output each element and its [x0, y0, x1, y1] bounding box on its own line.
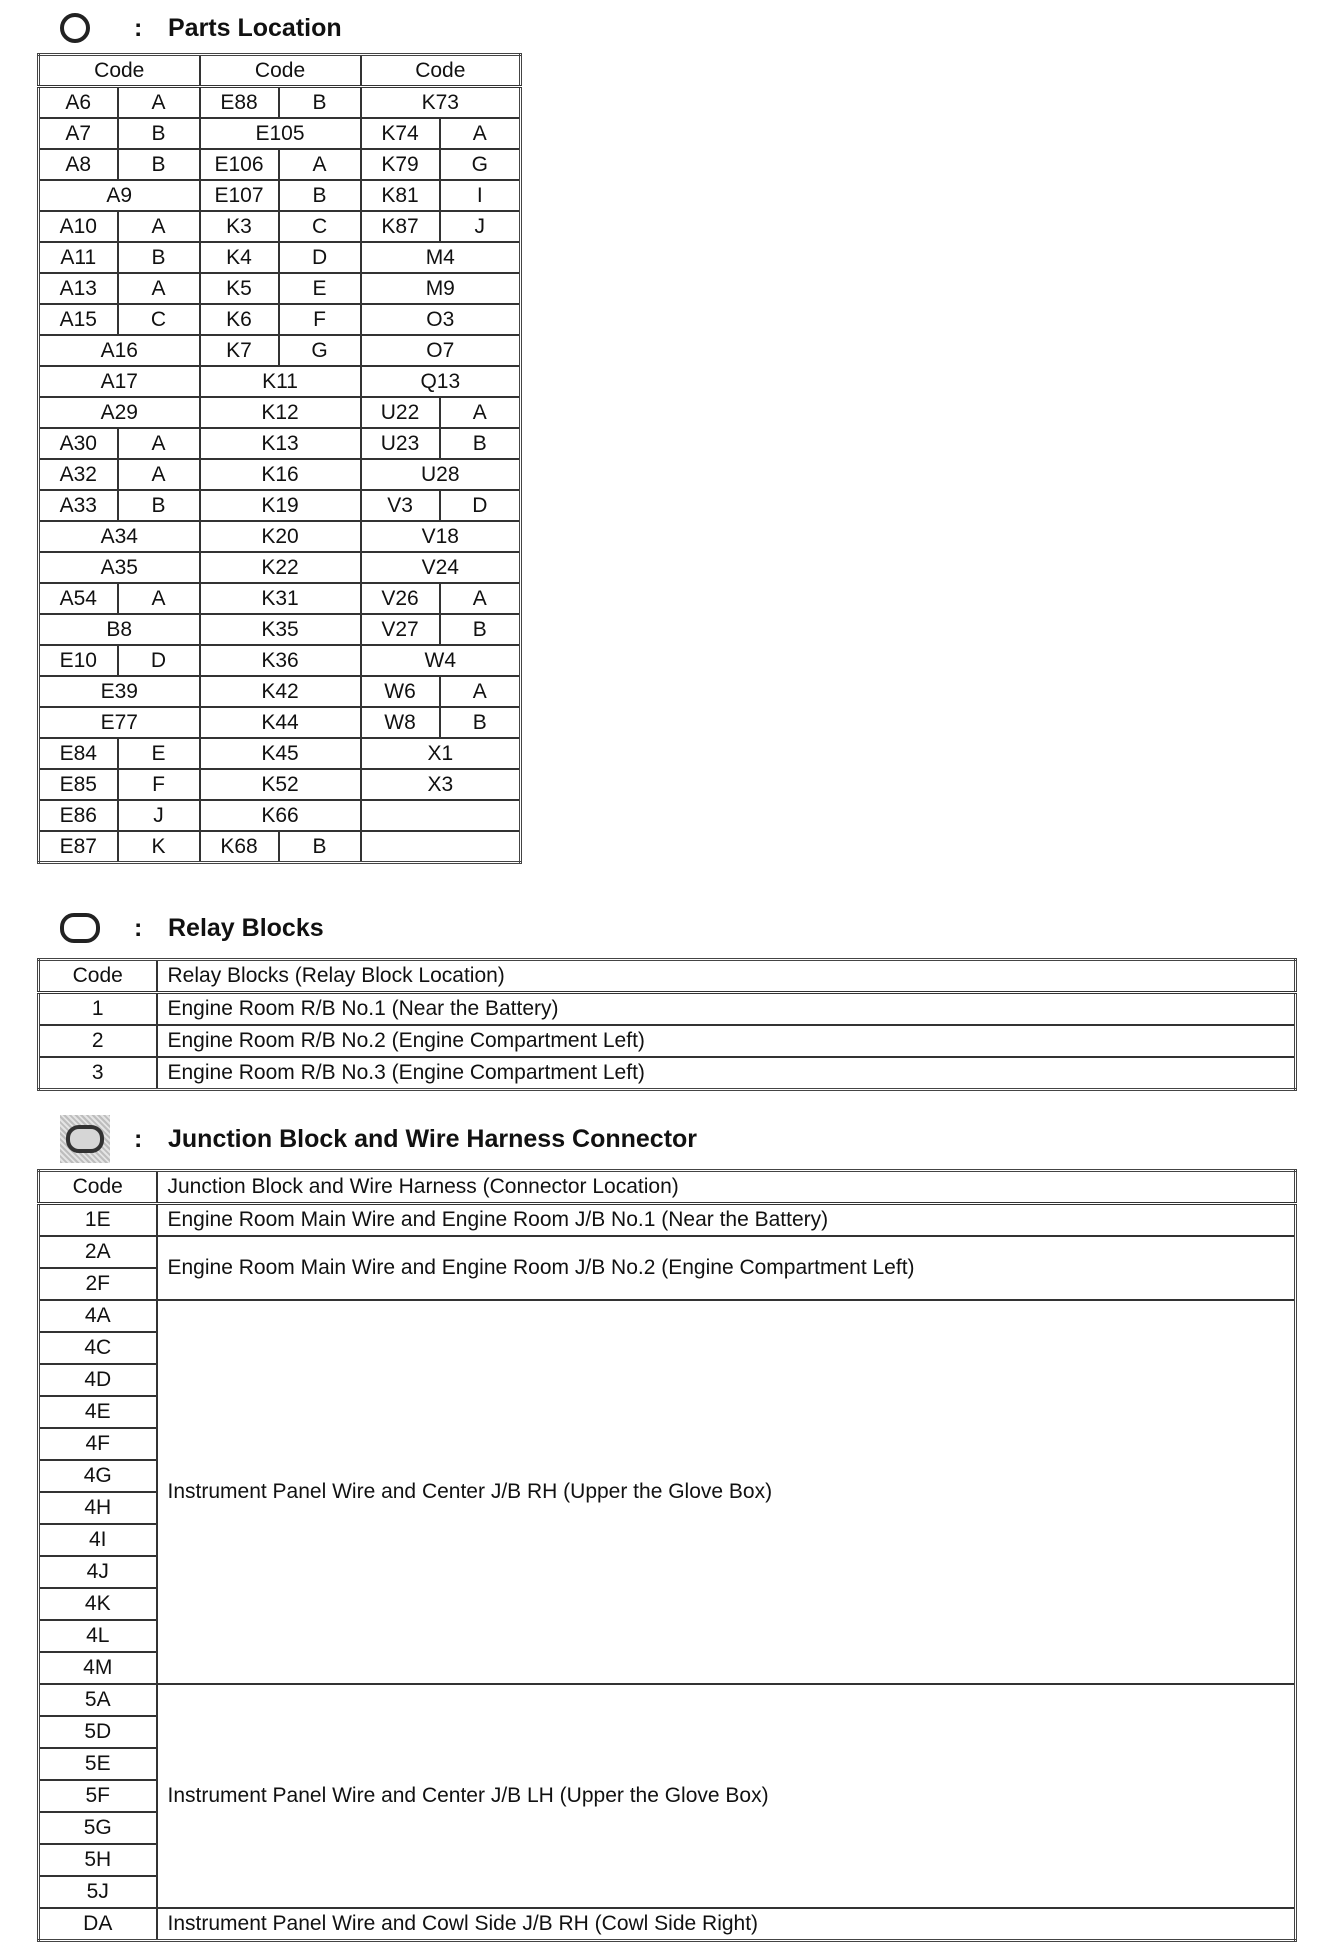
junction-code: 2A [39, 1236, 157, 1268]
relay-description: Engine Room R/B No.1 (Near the Battery) [157, 993, 1296, 1026]
circle-icon [60, 13, 110, 43]
part-location-letter: J [440, 211, 521, 242]
part-code: E105 [200, 118, 361, 149]
heading-colon: : [134, 1124, 143, 1153]
junction-code: 5H [39, 1844, 157, 1876]
table-row [39, 490, 521, 521]
part-location-letter: A [440, 583, 521, 614]
part-code: B8 [39, 614, 200, 645]
part-code: U28 [361, 459, 521, 490]
part-code: K44 [200, 707, 361, 738]
table-row [39, 1025, 1296, 1057]
junction-code: 4D [39, 1364, 157, 1396]
junction-description: Engine Room Main Wire and Engine Room J/B No.1 (Near the Battery) [157, 1204, 1296, 1237]
part-location-letter: B [440, 428, 521, 459]
junction-code: 5E [39, 1748, 157, 1780]
parts-header-code: Code [200, 55, 361, 87]
relay-code: 1 [39, 993, 157, 1026]
table-row [39, 149, 521, 180]
part-code: V27 [361, 614, 440, 645]
part-code: K74 [361, 118, 440, 149]
part-location-letter: B [118, 149, 200, 180]
junction-code: 5J [39, 1876, 157, 1908]
table-row [39, 1684, 1296, 1716]
part-code: K31 [200, 583, 361, 614]
relay-blocks-title: Relay Blocks [168, 913, 324, 942]
part-code: K87 [361, 211, 440, 242]
junction-block-heading [60, 1117, 697, 1161]
junction-code: 4F [39, 1428, 157, 1460]
table-row [39, 738, 521, 769]
part-code: A32 [39, 459, 118, 490]
junction-description: Instrument Panel Wire and Cowl Side J/B RH (Cowl Side Right) [157, 1908, 1296, 1941]
table-row [39, 304, 521, 335]
part-code: A30 [39, 428, 118, 459]
parts-header-code: Code [361, 55, 521, 87]
part-code: K5 [200, 273, 279, 304]
part-code: A35 [39, 552, 200, 583]
part-code: A29 [39, 397, 200, 428]
junction-header-desc: Junction Block and Wire Harness (Connector Location) [157, 1171, 1296, 1204]
part-location-letter: A [279, 149, 361, 180]
part-code: E77 [39, 707, 200, 738]
table-row [39, 645, 521, 676]
part-code: O7 [361, 335, 521, 366]
junction-code: 4E [39, 1396, 157, 1428]
part-location-letter: K [118, 831, 200, 863]
junction-block-title: Junction Block and Wire Harness Connector [168, 1124, 698, 1153]
heading-colon: : [134, 913, 143, 942]
table-row [39, 335, 521, 366]
table-row [39, 1204, 1296, 1237]
part-code: K20 [200, 521, 361, 552]
part-code: A13 [39, 273, 118, 304]
part-code: A17 [39, 366, 200, 397]
table-row [39, 583, 521, 614]
part-location-letter: D [279, 242, 361, 273]
part-location-letter: A [118, 459, 200, 490]
part-code: K45 [200, 738, 361, 769]
table-row [39, 1236, 1296, 1268]
junction-header-code: Code [39, 1171, 157, 1204]
part-code: K36 [200, 645, 361, 676]
part-code: K11 [200, 366, 361, 397]
part-code: K73 [361, 87, 521, 119]
shaded-oval-icon [60, 1115, 110, 1163]
part-code: X1 [361, 738, 521, 769]
junction-table-body [39, 1204, 1296, 1941]
part-code: K4 [200, 242, 279, 273]
part-code: V26 [361, 583, 440, 614]
part-code: Q13 [361, 366, 521, 397]
part-location-letter: A [118, 87, 200, 119]
junction-code: 5A [39, 1684, 157, 1716]
part-location-letter: B [118, 490, 200, 521]
part-location-letter: G [440, 149, 521, 180]
junction-code: 4I [39, 1524, 157, 1556]
parts-header-row [39, 55, 521, 87]
part-location-letter: A [118, 428, 200, 459]
junction-block-table [37, 1169, 1297, 1942]
table-row [39, 676, 521, 707]
table-row [39, 428, 521, 459]
part-code: A10 [39, 211, 118, 242]
part-code: K22 [200, 552, 361, 583]
part-code: K66 [200, 800, 361, 831]
table-row [39, 273, 521, 304]
part-code: A34 [39, 521, 200, 552]
part-code [361, 831, 521, 863]
part-code: V3 [361, 490, 440, 521]
oval-icon [60, 913, 110, 943]
part-code: E107 [200, 180, 279, 211]
table-row [39, 211, 521, 242]
relay-header-desc: Relay Blocks (Relay Block Location) [157, 960, 1296, 993]
part-code: K79 [361, 149, 440, 180]
part-location-letter: B [440, 707, 521, 738]
part-location-letter: E [279, 273, 361, 304]
part-code: A8 [39, 149, 118, 180]
parts-header-code: Code [39, 55, 200, 87]
relay-description: Engine Room R/B No.2 (Engine Compartment Left) [157, 1025, 1296, 1057]
relay-description: Engine Room R/B No.3 (Engine Compartment Left) [157, 1057, 1296, 1090]
part-location-letter: C [118, 304, 200, 335]
parts-location-title: Parts Location [168, 13, 342, 42]
relay-code: 3 [39, 1057, 157, 1090]
part-code: K12 [200, 397, 361, 428]
parts-location-table [37, 53, 522, 864]
table-row [39, 118, 521, 149]
part-location-letter: B [440, 614, 521, 645]
junction-code: 4L [39, 1620, 157, 1652]
relay-header-row [39, 960, 1296, 993]
part-location-letter: D [118, 645, 200, 676]
table-row [39, 614, 521, 645]
part-code: U22 [361, 397, 440, 428]
table-row [39, 993, 1296, 1026]
part-code: E87 [39, 831, 118, 863]
parts-location-heading [60, 6, 342, 50]
junction-code: 4K [39, 1588, 157, 1620]
part-code: K81 [361, 180, 440, 211]
table-row [39, 769, 521, 800]
table-row [39, 707, 521, 738]
junction-description: Engine Room Main Wire and Engine Room J/B No.2 (Engine Compartment Left) [157, 1236, 1296, 1300]
table-row [39, 831, 521, 863]
relay-header-code: Code [39, 960, 157, 993]
table-row [39, 180, 521, 211]
part-code: A7 [39, 118, 118, 149]
relay-code: 2 [39, 1025, 157, 1057]
part-code: K7 [200, 335, 279, 366]
part-code: M4 [361, 242, 521, 273]
part-location-letter: A [118, 583, 200, 614]
part-code: K16 [200, 459, 361, 490]
part-code: O3 [361, 304, 521, 335]
heading-colon: : [134, 13, 143, 42]
part-code: K6 [200, 304, 279, 335]
junction-code: 4A [39, 1300, 157, 1332]
part-code: A15 [39, 304, 118, 335]
junction-description: Instrument Panel Wire and Center J/B RH (Upper the Glove Box) [157, 1300, 1296, 1684]
part-code: E106 [200, 149, 279, 180]
part-location-letter: D [440, 490, 521, 521]
junction-code: 2F [39, 1268, 157, 1300]
part-code: V24 [361, 552, 521, 583]
junction-code: DA [39, 1908, 157, 1941]
junction-code: 4M [39, 1652, 157, 1684]
part-location-letter: B [279, 87, 361, 119]
junction-code: 1E [39, 1204, 157, 1237]
part-code: A6 [39, 87, 118, 119]
relay-blocks-table [37, 958, 1297, 1091]
table-row [39, 521, 521, 552]
table-row [39, 1908, 1296, 1941]
table-row [39, 242, 521, 273]
part-code: E86 [39, 800, 118, 831]
junction-code: 4C [39, 1332, 157, 1364]
table-row [39, 459, 521, 490]
part-location-letter: B [118, 118, 200, 149]
junction-code: 4J [39, 1556, 157, 1588]
table-row [39, 1057, 1296, 1090]
junction-header-row [39, 1171, 1296, 1204]
part-code: K3 [200, 211, 279, 242]
part-code: E10 [39, 645, 118, 676]
part-code: K35 [200, 614, 361, 645]
relay-blocks-heading [60, 906, 324, 950]
parts-table-body [39, 87, 521, 863]
part-code: K13 [200, 428, 361, 459]
part-location-letter: I [440, 180, 521, 211]
table-row [39, 87, 521, 119]
part-location-letter: A [440, 118, 521, 149]
part-code: E39 [39, 676, 200, 707]
junction-code: 5F [39, 1780, 157, 1812]
junction-code: 5D [39, 1716, 157, 1748]
table-row [39, 366, 521, 397]
part-code: V18 [361, 521, 521, 552]
part-location-letter: A [118, 273, 200, 304]
part-location-letter: A [440, 676, 521, 707]
junction-code: 5G [39, 1812, 157, 1844]
part-code: W6 [361, 676, 440, 707]
part-code: A54 [39, 583, 118, 614]
part-code: A33 [39, 490, 118, 521]
part-location-letter: B [118, 242, 200, 273]
part-code: M9 [361, 273, 521, 304]
part-code: K19 [200, 490, 361, 521]
part-location-letter: A [440, 397, 521, 428]
table-row [39, 800, 521, 831]
part-location-letter: A [118, 211, 200, 242]
part-code: A16 [39, 335, 200, 366]
part-code: K68 [200, 831, 279, 863]
part-code: K52 [200, 769, 361, 800]
part-location-letter: G [279, 335, 361, 366]
table-row [39, 1300, 1296, 1332]
table-row [39, 552, 521, 583]
junction-code: 4H [39, 1492, 157, 1524]
part-location-letter: F [279, 304, 361, 335]
part-location-letter: J [118, 800, 200, 831]
part-location-letter: B [279, 180, 361, 211]
junction-description: Instrument Panel Wire and Center J/B LH (Upper the Glove Box) [157, 1684, 1296, 1908]
part-location-letter: C [279, 211, 361, 242]
part-code: K42 [200, 676, 361, 707]
part-code: X3 [361, 769, 521, 800]
part-code: U23 [361, 428, 440, 459]
part-location-letter: B [279, 831, 361, 863]
part-code: E85 [39, 769, 118, 800]
relay-table-body [39, 993, 1296, 1090]
part-code: E84 [39, 738, 118, 769]
part-location-letter: E [118, 738, 200, 769]
table-row [39, 397, 521, 428]
part-code: E88 [200, 87, 279, 119]
part-code: A11 [39, 242, 118, 273]
part-location-letter: F [118, 769, 200, 800]
part-code [361, 800, 521, 831]
part-code: A9 [39, 180, 200, 211]
part-code: W8 [361, 707, 440, 738]
part-code: W4 [361, 645, 521, 676]
junction-code: 4G [39, 1460, 157, 1492]
